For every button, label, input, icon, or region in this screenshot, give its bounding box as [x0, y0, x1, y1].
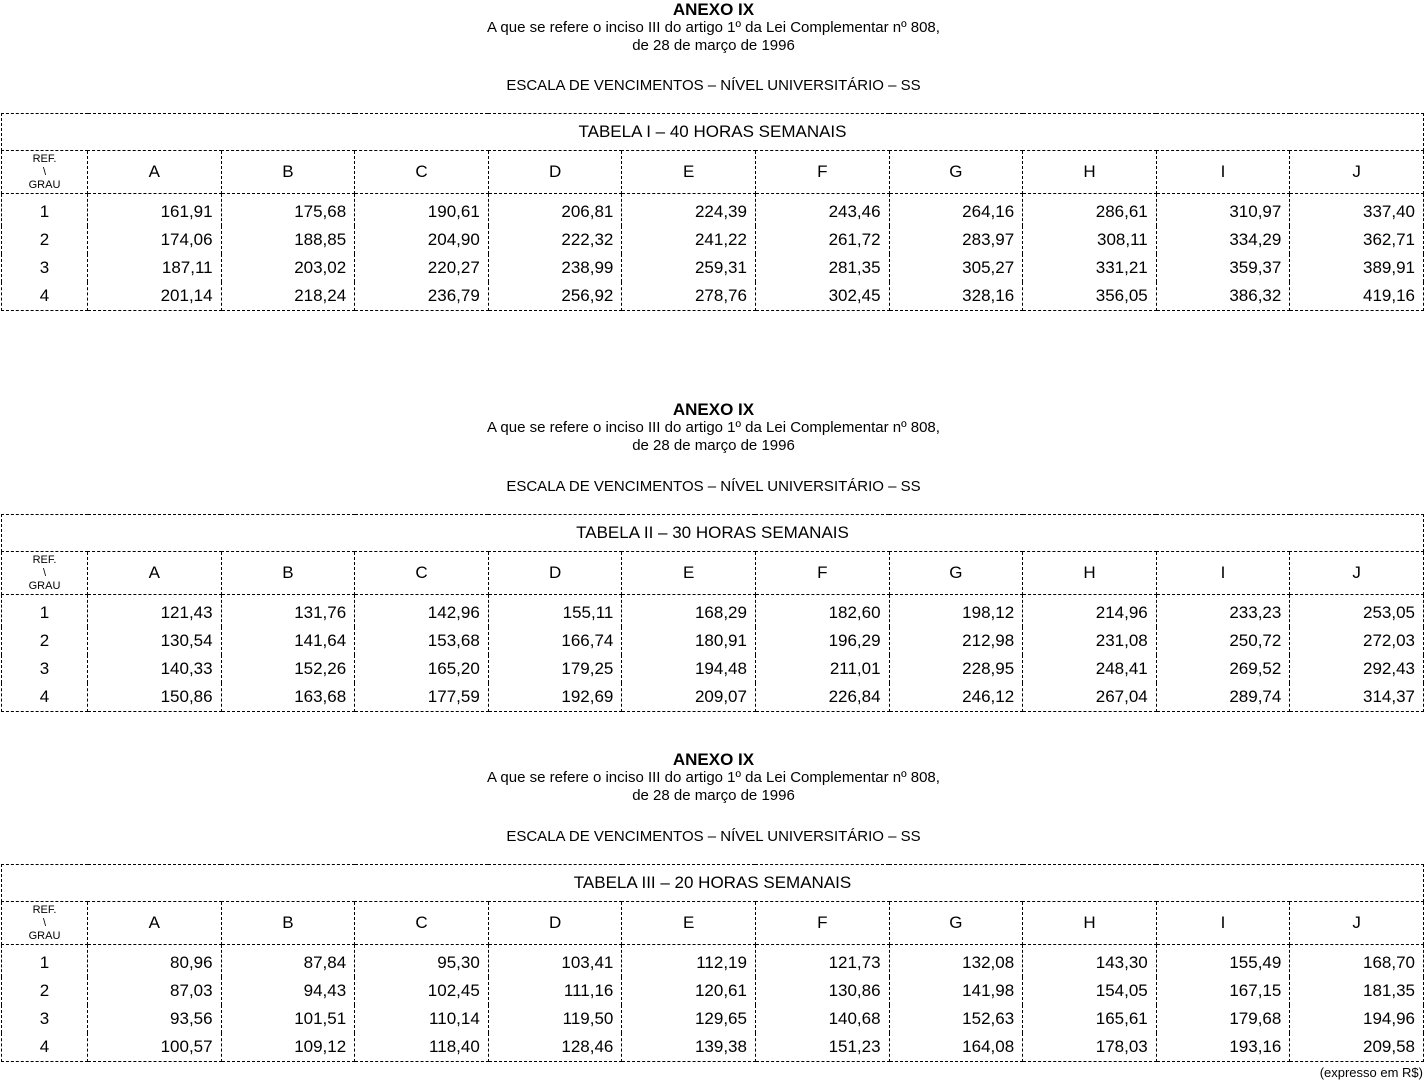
value-cell: 292,43 — [1290, 655, 1424, 683]
value-cell: 121,43 — [88, 595, 222, 628]
value-cell: 226,84 — [755, 683, 889, 712]
value-cell: 152,63 — [889, 1005, 1023, 1033]
ref-grau-header — [2, 151, 88, 194]
value-cell: 243,46 — [755, 194, 889, 227]
value-cell: 130,54 — [88, 627, 222, 655]
value-cell: 386,32 — [1156, 282, 1290, 311]
value-cell: 212,98 — [889, 627, 1023, 655]
column-header: G — [889, 902, 1023, 945]
value-cell: 233,23 — [1156, 595, 1290, 628]
value-cell: 356,05 — [1023, 282, 1157, 311]
anexo-subtitle-line2: de 28 de março de 1996 — [632, 37, 795, 54]
value-cell: 130,86 — [755, 977, 889, 1005]
value-cell: 174,06 — [88, 226, 222, 254]
value-cell: 190,61 — [355, 194, 489, 227]
value-cell: 100,57 — [88, 1033, 222, 1062]
value-cell: 241,22 — [622, 226, 756, 254]
value-cell: 143,30 — [1023, 945, 1157, 978]
value-cell: 281,35 — [755, 254, 889, 282]
value-cell: 161,91 — [88, 194, 222, 227]
column-header: I — [1156, 151, 1290, 194]
anexo-header-2 — [0, 400, 1427, 455]
value-cell: 224,39 — [622, 194, 756, 227]
value-cell: 180,91 — [622, 627, 756, 655]
column-header: E — [622, 552, 756, 595]
value-cell: 331,21 — [1023, 254, 1157, 282]
column-header: F — [755, 552, 889, 595]
value-cell: 253,05 — [1290, 595, 1424, 628]
value-cell: 141,64 — [221, 627, 355, 655]
value-cell: 168,70 — [1290, 945, 1424, 978]
anexo-title: ANEXO IX — [672, 400, 755, 419]
value-cell: 166,74 — [488, 627, 622, 655]
salary-table-2 — [1, 514, 1424, 712]
column-header: D — [488, 552, 622, 595]
value-cell: 278,76 — [622, 282, 756, 311]
value-cell: 165,20 — [355, 655, 489, 683]
column-header: D — [488, 902, 622, 945]
grau-cell: 2 — [2, 977, 88, 1005]
value-cell: 154,05 — [1023, 977, 1157, 1005]
value-cell: 328,16 — [889, 282, 1023, 311]
value-cell: 267,04 — [1023, 683, 1157, 712]
table-row — [2, 282, 1424, 311]
ref-grau-label-part: GRAU — [28, 178, 61, 191]
value-cell: 222,32 — [488, 226, 622, 254]
value-cell: 95,30 — [355, 945, 489, 978]
value-cell: 120,61 — [622, 977, 756, 1005]
column-header: A — [88, 151, 222, 194]
value-cell: 140,33 — [88, 655, 222, 683]
table-row — [2, 1005, 1424, 1033]
value-cell: 175,68 — [221, 194, 355, 227]
table-title: TABELA I – 40 HORAS SEMANAIS — [2, 114, 1424, 151]
value-cell: 236,79 — [355, 282, 489, 311]
value-cell: 196,29 — [755, 627, 889, 655]
value-cell: 109,12 — [221, 1033, 355, 1062]
value-cell: 111,16 — [488, 977, 622, 1005]
table-title: TABELA III – 20 HORAS SEMANAIS — [2, 865, 1424, 902]
value-cell: 337,40 — [1290, 194, 1424, 227]
grau-cell: 2 — [2, 226, 88, 254]
column-header: B — [221, 151, 355, 194]
escala-heading-1: ESCALA DE VENCIMENTOS – NÍVEL UNIVERSITÁRIO – SS — [506, 77, 921, 94]
value-cell: 305,27 — [889, 254, 1023, 282]
column-header: I — [1156, 552, 1290, 595]
value-cell: 362,71 — [1290, 226, 1424, 254]
ref-grau-label-part: REF. — [32, 152, 57, 165]
value-cell: 179,25 — [488, 655, 622, 683]
value-cell: 118,40 — [355, 1033, 489, 1062]
value-cell: 188,85 — [221, 226, 355, 254]
value-cell: 206,81 — [488, 194, 622, 227]
column-header: J — [1290, 151, 1424, 194]
column-header: I — [1156, 902, 1290, 945]
value-cell: 141,98 — [889, 977, 1023, 1005]
value-cell: 168,29 — [622, 595, 756, 628]
ref-grau-label-part: GRAU — [28, 929, 61, 942]
grau-cell: 4 — [2, 683, 88, 712]
value-cell: 102,45 — [355, 977, 489, 1005]
value-cell: 261,72 — [755, 226, 889, 254]
value-cell: 132,08 — [889, 945, 1023, 978]
grau-cell: 2 — [2, 627, 88, 655]
value-cell: 289,74 — [1156, 683, 1290, 712]
value-cell: 165,61 — [1023, 1005, 1157, 1033]
column-header: C — [355, 902, 489, 945]
value-cell: 228,95 — [889, 655, 1023, 683]
value-cell: 231,08 — [1023, 627, 1157, 655]
column-header: J — [1290, 902, 1424, 945]
value-cell: 87,03 — [88, 977, 222, 1005]
value-cell: 155,11 — [488, 595, 622, 628]
value-cell: 334,29 — [1156, 226, 1290, 254]
value-cell: 121,73 — [755, 945, 889, 978]
value-cell: 204,90 — [355, 226, 489, 254]
value-cell: 112,19 — [622, 945, 756, 978]
value-cell: 286,61 — [1023, 194, 1157, 227]
value-cell: 198,12 — [889, 595, 1023, 628]
anexo-subtitle-line2: de 28 de março de 1996 — [632, 787, 795, 804]
table-row — [2, 194, 1424, 227]
grau-cell: 4 — [2, 1033, 88, 1062]
value-cell: 248,41 — [1023, 655, 1157, 683]
value-cell: 101,51 — [221, 1005, 355, 1033]
value-cell: 93,56 — [88, 1005, 222, 1033]
column-header: H — [1023, 902, 1157, 945]
value-cell: 153,68 — [355, 627, 489, 655]
column-header: G — [889, 151, 1023, 194]
value-cell: 269,52 — [1156, 655, 1290, 683]
value-cell: 310,97 — [1156, 194, 1290, 227]
anexo-subtitle-line1: A que se refere o inciso III do artigo 1º da Lei Complementar nº 808, — [487, 19, 940, 36]
value-cell: 209,07 — [622, 683, 756, 712]
column-header: A — [88, 552, 222, 595]
escala-heading-2: ESCALA DE VENCIMENTOS – NÍVEL UNIVERSITÁRIO – SS — [506, 478, 921, 495]
anexo-header-1 — [0, 0, 1427, 55]
grau-cell: 1 — [2, 945, 88, 978]
table-row — [2, 1033, 1424, 1062]
column-header: D — [488, 151, 622, 194]
value-cell: 119,50 — [488, 1005, 622, 1033]
value-cell: 177,59 — [355, 683, 489, 712]
value-cell: 139,38 — [622, 1033, 756, 1062]
column-header: A — [88, 902, 222, 945]
table-row — [2, 683, 1424, 712]
grau-cell: 3 — [2, 254, 88, 282]
value-cell: 103,41 — [488, 945, 622, 978]
column-header: J — [1290, 552, 1424, 595]
value-cell: 314,37 — [1290, 683, 1424, 712]
anexo-subtitle-line1: A que se refere o inciso III do artigo 1º da Lei Complementar nº 808, — [487, 419, 940, 436]
value-cell: 142,96 — [355, 595, 489, 628]
anexo-header-3 — [0, 750, 1427, 805]
value-cell: 182,60 — [755, 595, 889, 628]
value-cell: 167,15 — [1156, 977, 1290, 1005]
value-cell: 211,01 — [755, 655, 889, 683]
anexo-title: ANEXO IX — [672, 750, 755, 769]
value-cell: 163,68 — [221, 683, 355, 712]
column-header: C — [355, 151, 489, 194]
ref-grau-label-part: \ — [42, 566, 47, 579]
value-cell: 203,02 — [221, 254, 355, 282]
value-cell: 419,16 — [1290, 282, 1424, 311]
value-cell: 110,14 — [355, 1005, 489, 1033]
ref-grau-label-part: REF. — [32, 903, 57, 916]
value-cell: 94,43 — [221, 977, 355, 1005]
value-cell: 155,49 — [1156, 945, 1290, 978]
value-cell: 209,58 — [1290, 1033, 1424, 1062]
column-header: E — [622, 151, 756, 194]
value-cell: 359,37 — [1156, 254, 1290, 282]
currency-footnote: (expresso em R$) — [1319, 1065, 1423, 1080]
value-cell: 181,35 — [1290, 977, 1424, 1005]
escala-heading-3: ESCALA DE VENCIMENTOS – NÍVEL UNIVERSITÁRIO – SS — [506, 828, 921, 845]
value-cell: 129,65 — [622, 1005, 756, 1033]
column-header: B — [221, 552, 355, 595]
column-header: H — [1023, 552, 1157, 595]
value-cell: 201,14 — [88, 282, 222, 311]
value-cell: 179,68 — [1156, 1005, 1290, 1033]
value-cell: 264,16 — [889, 194, 1023, 227]
column-header: E — [622, 902, 756, 945]
value-cell: 192,69 — [488, 683, 622, 712]
value-cell: 238,99 — [488, 254, 622, 282]
ref-grau-header — [2, 902, 88, 945]
value-cell: 302,45 — [755, 282, 889, 311]
column-header: G — [889, 552, 1023, 595]
grau-cell: 3 — [2, 655, 88, 683]
salary-table-3 — [1, 864, 1424, 1062]
ref-grau-label-part: GRAU — [28, 579, 61, 592]
value-cell: 308,11 — [1023, 226, 1157, 254]
value-cell: 151,23 — [755, 1033, 889, 1062]
value-cell: 87,84 — [221, 945, 355, 978]
value-cell: 214,96 — [1023, 595, 1157, 628]
grau-cell: 1 — [2, 194, 88, 227]
value-cell: 194,48 — [622, 655, 756, 683]
value-cell: 389,91 — [1290, 254, 1424, 282]
value-cell: 246,12 — [889, 683, 1023, 712]
value-cell: 80,96 — [88, 945, 222, 978]
value-cell: 164,08 — [889, 1033, 1023, 1062]
column-header: F — [755, 151, 889, 194]
grau-cell: 1 — [2, 595, 88, 628]
column-header: C — [355, 552, 489, 595]
table-row — [2, 655, 1424, 683]
anexo-subtitle-line2: de 28 de março de 1996 — [632, 437, 795, 454]
value-cell: 178,03 — [1023, 1033, 1157, 1062]
value-cell: 250,72 — [1156, 627, 1290, 655]
anexo-subtitle-line1: A que se refere o inciso III do artigo 1º da Lei Complementar nº 808, — [487, 769, 940, 786]
anexo-title: ANEXO IX — [672, 0, 755, 19]
value-cell: 150,86 — [88, 683, 222, 712]
value-cell: 193,16 — [1156, 1033, 1290, 1062]
value-cell: 283,97 — [889, 226, 1023, 254]
value-cell: 140,68 — [755, 1005, 889, 1033]
value-cell: 259,31 — [622, 254, 756, 282]
value-cell: 256,92 — [488, 282, 622, 311]
value-cell: 131,76 — [221, 595, 355, 628]
grau-cell: 3 — [2, 1005, 88, 1033]
table-row — [2, 254, 1424, 282]
value-cell: 272,03 — [1290, 627, 1424, 655]
table-title: TABELA II – 30 HORAS SEMANAIS — [2, 515, 1424, 552]
column-header: B — [221, 902, 355, 945]
table-row — [2, 945, 1424, 978]
ref-grau-label-part: \ — [42, 916, 47, 929]
value-cell: 152,26 — [221, 655, 355, 683]
table-row — [2, 595, 1424, 628]
value-cell: 128,46 — [488, 1033, 622, 1062]
value-cell: 187,11 — [88, 254, 222, 282]
value-cell: 220,27 — [355, 254, 489, 282]
column-header: H — [1023, 151, 1157, 194]
ref-grau-label-part: REF. — [32, 553, 57, 566]
ref-grau-header — [2, 552, 88, 595]
salary-table-1 — [1, 113, 1424, 311]
table-row — [2, 226, 1424, 254]
value-cell: 218,24 — [221, 282, 355, 311]
column-header: F — [755, 902, 889, 945]
table-row — [2, 627, 1424, 655]
value-cell: 194,96 — [1290, 1005, 1424, 1033]
grau-cell: 4 — [2, 282, 88, 311]
table-row — [2, 977, 1424, 1005]
ref-grau-label-part: \ — [42, 165, 47, 178]
